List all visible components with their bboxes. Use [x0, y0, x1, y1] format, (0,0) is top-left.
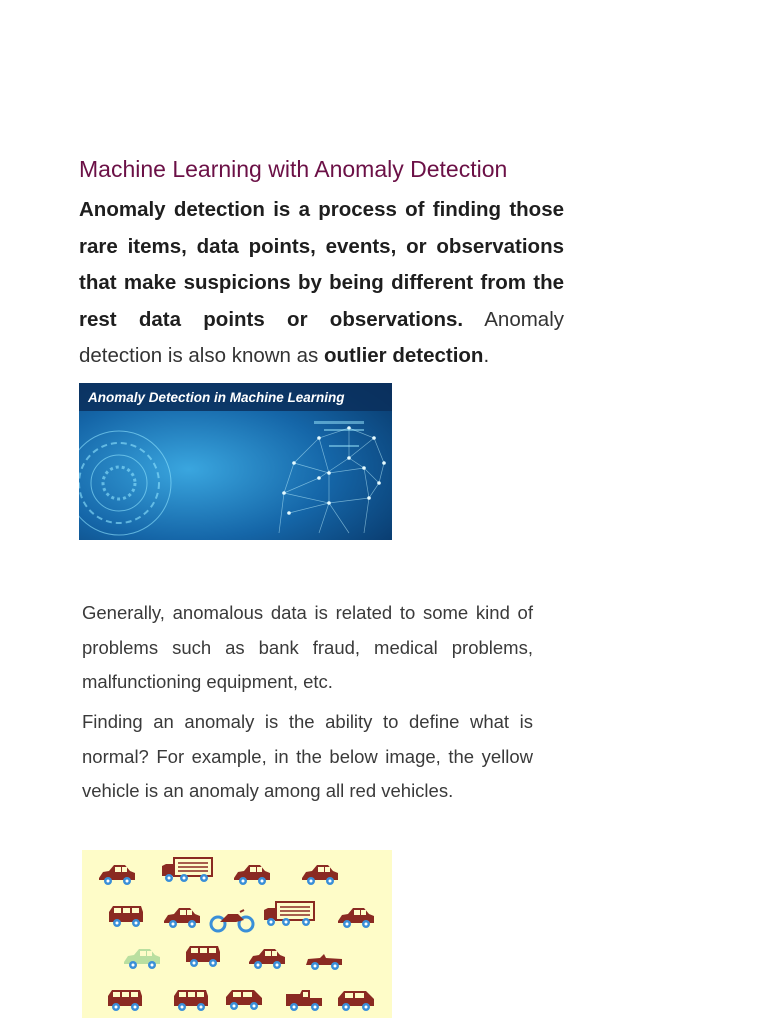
vehicle-car [249, 949, 285, 969]
vehicle-suv [338, 991, 374, 1011]
vehicle-van [108, 990, 142, 1011]
vehicle-van [186, 946, 220, 967]
intro-end: . [483, 344, 490, 367]
vehicle-car [164, 908, 200, 928]
vehicle-motorbike [211, 910, 253, 931]
vehicle-car [338, 908, 374, 928]
para2-text: Generally, anomalous data is related to some kind of problems such as bank fraud, medical problems, malfunctioning equipment, etc. [82, 602, 533, 692]
vehicle-car [234, 865, 270, 885]
intro-bold-text: Anomaly detection is a process of finding those rare items, data points, events, or observations that make suspicions by being different from the rest data points or observations. [79, 198, 564, 331]
para3-text: Finding an anomaly is the ability to define what is normal? For example, in the below image, the yellow vehicle is an anomaly among all red vehicles. [82, 711, 533, 801]
vehicle-car [302, 865, 338, 885]
vehicle-pickup [286, 990, 322, 1011]
outlier-term: outlier detection [324, 344, 484, 367]
intro-normal-text: Anomaly detection is also known as [79, 307, 565, 367]
vehicle-suv [226, 990, 262, 1010]
anomaly-banner-image [79, 383, 392, 540]
vehicle-truck [162, 858, 212, 882]
banner-caption: Anomaly Detection in Machine Learning [88, 390, 345, 405]
vehicle-truck [264, 902, 314, 926]
intro-paragraph [79, 192, 564, 375]
vehicle-anomaly-car [124, 949, 160, 969]
vehicle-car [99, 865, 135, 885]
vehicle-van [109, 906, 143, 927]
finding-anomaly-paragraph [82, 705, 533, 809]
vehicles-image [82, 850, 392, 1018]
anomalous-data-paragraph [82, 596, 533, 700]
vehicle-convertible [306, 954, 342, 970]
article-title: Machine Learning with Anomaly Detection [79, 156, 508, 182]
vehicle-van [174, 990, 208, 1011]
